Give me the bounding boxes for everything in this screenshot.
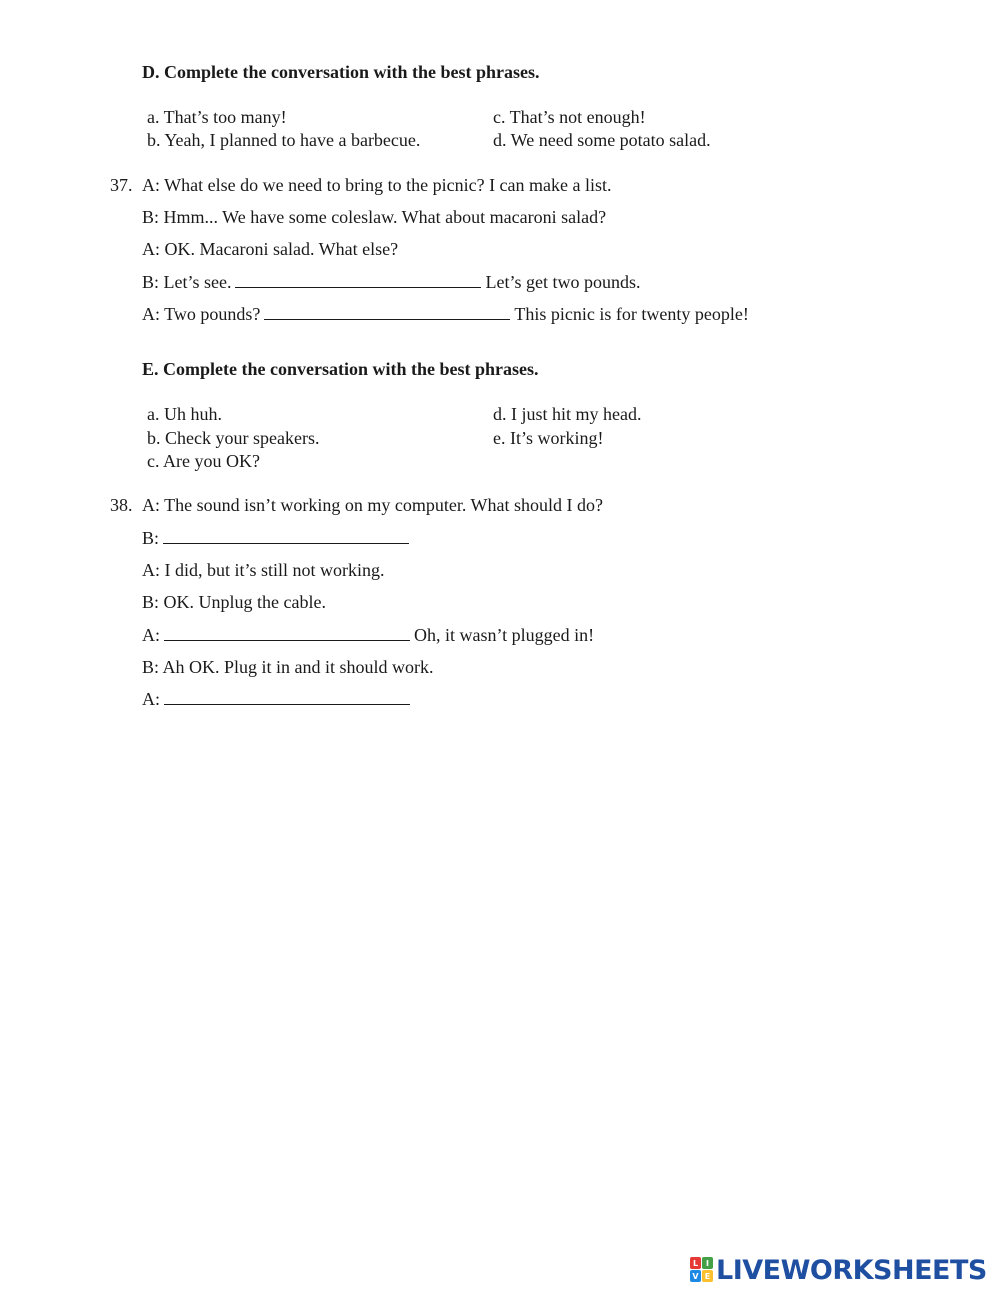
logo-mark-v: V [690,1270,701,1282]
q37-line-5 [142,303,749,325]
option-e-e: e. It’s working! [493,428,604,448]
q38-line-5 [142,624,594,646]
q38-answer-blank-3[interactable] [164,688,410,705]
q38-line-7-prefix: A: [142,689,160,709]
q37-line-1: A: What else do we need to bring to the picnic? I can make a list. [142,175,612,195]
liveworksheets-logo[interactable] [690,1254,987,1286]
q38-line-5-suffix: Oh, it wasn’t plugged in! [414,625,595,645]
option-e-c: c. Are you OK? [147,451,260,471]
q37-line-5-suffix: This picnic is for twenty people! [514,304,749,324]
q38-line-1: A: The sound isn’t working on my computer. What should I do? [142,495,603,515]
option-e-a: a. Uh huh. [147,404,222,424]
option-d-d: d. We need some potato salad. [493,130,711,150]
q38-answer-blank-2[interactable] [164,624,410,641]
section-d-heading: D. Complete the conversation with the best phrases. [142,62,540,82]
liveworksheets-logo-icon [690,1257,714,1283]
option-e-d: d. I just hit my head. [493,404,642,424]
q37-line-4-suffix: Let’s get two pounds. [485,272,641,292]
q38-line-6: B: Ah OK. Plug it in and it should work. [142,657,434,677]
q38-line-4: B: OK. Unplug the cable. [142,592,326,612]
q38-answer-blank-1[interactable] [163,527,409,544]
liveworksheets-logo-text: LIVEWORKSHEETS [716,1254,987,1286]
question-37-number: 37. [110,175,133,195]
option-d-b: b. Yeah, I planned to have a barbecue. [147,130,421,150]
q37-line-2: B: Hmm... We have some coleslaw. What about macaroni salad? [142,207,607,227]
q37-line-3: A: OK. Macaroni salad. What else? [142,239,399,259]
section-e-heading: E. Complete the conversation with the best phrases. [142,359,539,379]
q38-line-5-prefix: A: [142,625,160,645]
logo-mark-e: E [702,1270,713,1282]
q37-answer-blank-2[interactable] [264,303,510,320]
logo-mark-l: L [690,1257,701,1269]
logo-mark-i: I [702,1257,713,1269]
q37-line-4 [142,271,640,293]
q38-line-2-prefix: B: [142,528,160,548]
q37-line-4-prefix: B: Let’s see. [142,272,232,292]
q38-line-7 [142,688,414,710]
q38-line-3: A: I did, but it’s still not working. [142,560,385,580]
option-d-a: a. That’s too many! [147,107,287,127]
q38-line-2 [142,527,413,549]
option-e-b: b. Check your speakers. [147,428,320,448]
q37-line-5-prefix: A: Two pounds? [142,304,261,324]
option-d-c: c. That’s not enough! [493,107,646,127]
q37-answer-blank-1[interactable] [235,271,481,288]
question-38-number: 38. [110,495,133,515]
